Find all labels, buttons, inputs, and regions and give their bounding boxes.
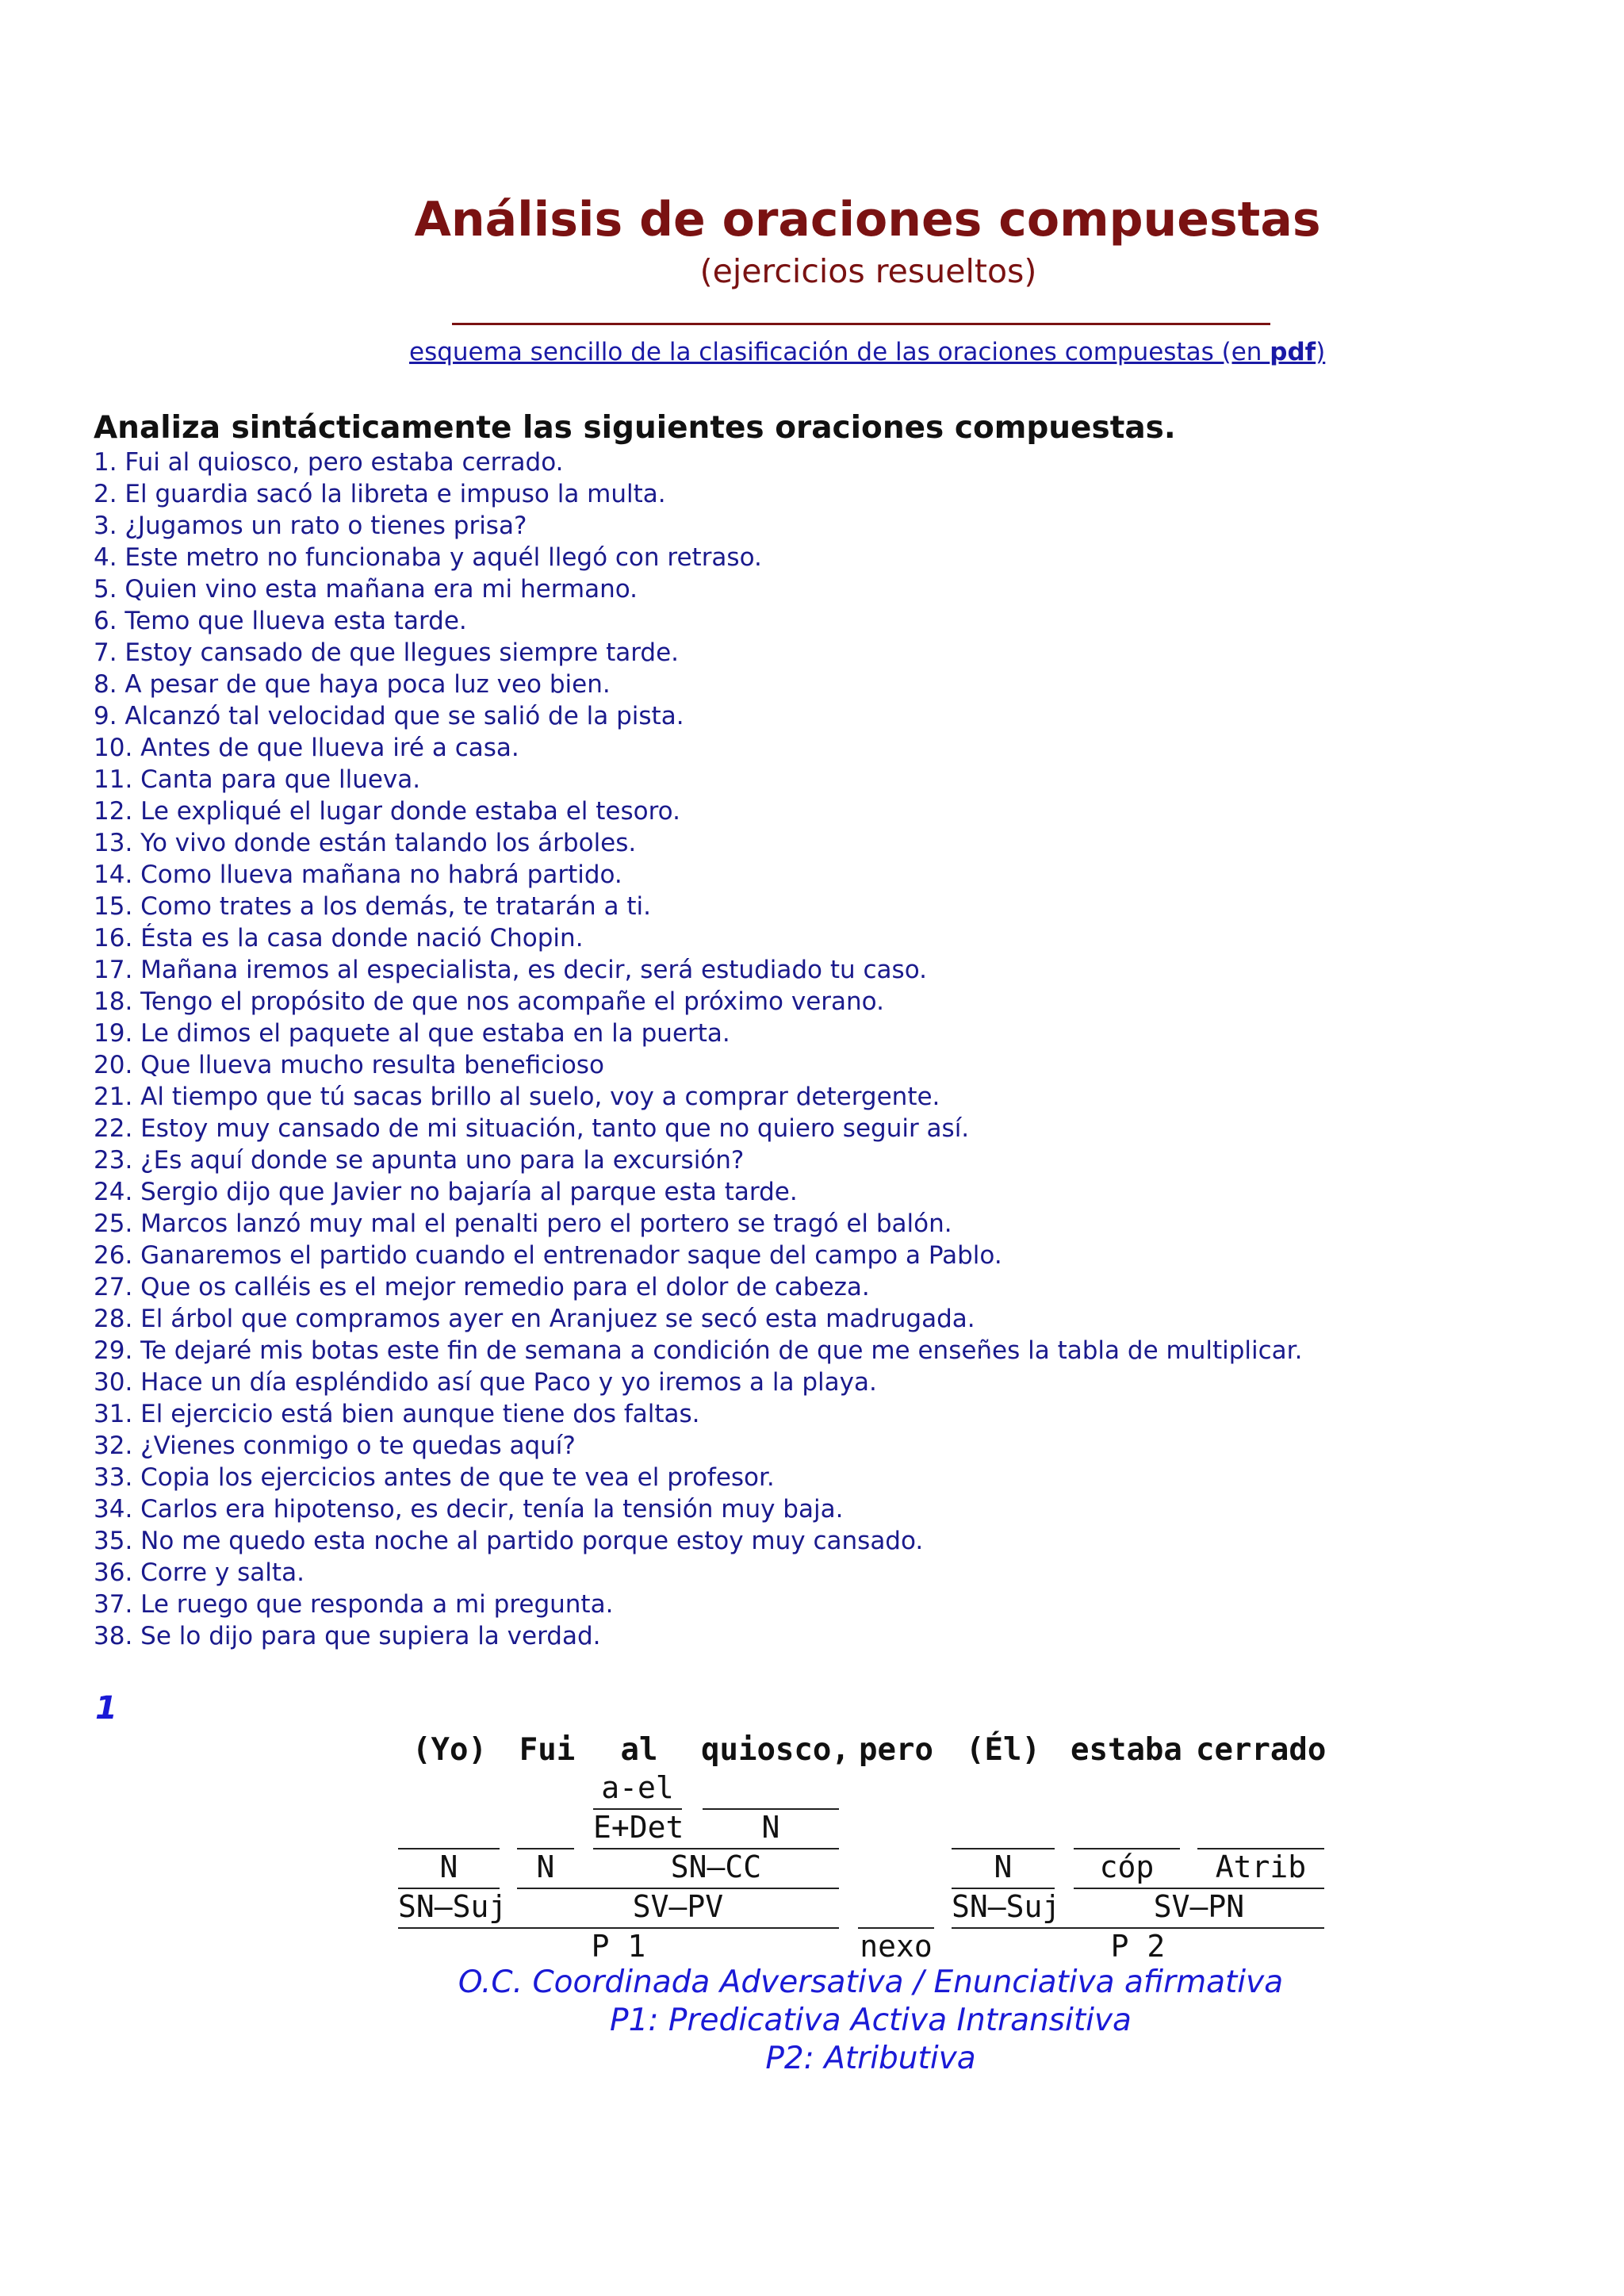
sentence-item: 30. Hace un día espléndido así que Paco y yo iremos a la playa. (94, 1368, 877, 1397)
word-estaba: estaba (1071, 1732, 1182, 1768)
quiosco-underline (703, 1808, 839, 1810)
line-n-yo (398, 1848, 500, 1849)
sentence-item: 31. El ejercicio está bien aunque tiene dos faltas. (94, 1400, 700, 1428)
line-nexo (858, 1927, 934, 1929)
line-n-el (952, 1848, 1055, 1849)
label-atrib: Atrib (1215, 1849, 1307, 1884)
word-yo: (Yo) (412, 1732, 487, 1768)
classification-line: O.C. Coordinada Adversativa / Enunciativa afirmativa (458, 1964, 1284, 2000)
label-p2: P 2 (1110, 1929, 1166, 1964)
sentence-item: 13. Yo vivo donde están talando los árboles. (94, 829, 637, 857)
sentence-item: 3. ¿Jugamos un rato o tienes prisa? (94, 512, 527, 540)
title-divider (452, 323, 1270, 325)
sentence-item: 32. ¿Vienes conmigo o te quedas aquí? (94, 1432, 576, 1460)
link-close: ) (1316, 338, 1326, 366)
sentence-item: 15. Como trates a los demás, te tratarán a ti. (94, 892, 651, 921)
label-sv-pv: SV–PV (632, 1889, 724, 1924)
word-al: al (620, 1732, 658, 1768)
label-n-el: N (994, 1849, 1013, 1884)
sentence-item: 23. ¿Es aquí donde se apunta uno para la excursión? (94, 1146, 745, 1175)
sentence-item: 26. Ganaremos el partido cuando el entrenador saque del campo a Pablo. (94, 1241, 1002, 1270)
sentence-item: 33. Copia los ejercicios antes de que te vea el profesor. (94, 1463, 775, 1492)
sentence-item: 25. Marcos lanzó muy mal el penalti pero el portero se tragó el balón. (94, 1209, 952, 1238)
sentence-item: 18. Tengo el propósito de que nos acompañe el próximo verano. (94, 987, 884, 1016)
sentence-item: 2. El guardia sacó la libreta e impuso la multa. (94, 480, 666, 508)
sentence-item: 35. No me quedo esta noche al partido porque estoy muy cansado. (94, 1527, 924, 1555)
word-fui: Fui (519, 1732, 576, 1768)
sentence-item: 17. Mañana iremos al especialista, es decir, será estudiado tu caso. (94, 956, 927, 984)
contraction-underline (593, 1808, 682, 1810)
sentence-item: 11. Canta para que llueva. (94, 765, 421, 794)
sentence-item: 22. Estoy muy cansado de mi situación, tanto que no quiero seguir así. (94, 1114, 970, 1143)
sentence-item: 5. Quien vino esta mañana era mi hermano. (94, 575, 638, 604)
classification-line: P2: Atributiva (765, 2041, 976, 2076)
sentence-item: 10. Antes de que llueva iré a casa. (94, 734, 519, 762)
pdf-link-label: pdf (1270, 338, 1316, 366)
exercise-instruction: Analiza sintácticamente las siguientes oraciones compuestas. (94, 410, 1176, 446)
line-sncc (593, 1848, 839, 1849)
line-snsuj-2 (952, 1888, 1055, 1889)
link-text: esquema sencillo de la clasificación de las oraciones compuestas (en (409, 338, 1270, 366)
label-n-yo: N (439, 1849, 458, 1884)
sentence-item: 24. Sergio dijo que Javier no bajaría al parque esta tarde. (94, 1178, 798, 1206)
line-atrib (1197, 1848, 1324, 1849)
sentence-list (94, 447, 1302, 1652)
line-snsuj-1 (398, 1888, 500, 1889)
sentence-item: 16. Ésta es la casa donde nació Chopin. (94, 924, 584, 953)
sentence-item: 7. Estoy cansado de que llegues siempre tarde. (94, 638, 680, 667)
det-label: E+Det (593, 1810, 684, 1845)
classification-line: P1: Predicativa Activa Intransitiva (610, 2003, 1132, 2038)
page-subtitle: (ejercicios resueltos) (699, 252, 1037, 290)
sentence-item: 20. Que llueva mucho resulta beneficioso (94, 1051, 604, 1079)
contraction-label: a-el (601, 1770, 674, 1805)
label-sn-suj-1: SN–Suj (398, 1889, 508, 1924)
word-cerrado: cerrado (1196, 1732, 1327, 1768)
line-p2 (952, 1927, 1324, 1929)
sentence-item: 38. Se lo dijo para que supiera la verdad. (94, 1622, 601, 1650)
sentence-item: 4. Este metro no funcionaba y aquél llegó con retraso. (94, 543, 762, 572)
solution-number: 1 (95, 1690, 117, 1727)
label-nexo: nexo (860, 1929, 933, 1964)
line-cop (1074, 1848, 1180, 1849)
sentence-item: 21. Al tiempo que tú sacas brillo al suelo, voy a comprar detergente. (94, 1083, 940, 1111)
label-cop: cóp (1099, 1849, 1155, 1884)
sentence-item: 9. Alcanzó tal velocidad que se salió de la pista. (94, 702, 684, 730)
classification-scheme-link[interactable] (409, 335, 1325, 370)
line-p1 (398, 1927, 839, 1929)
sentence-item: 12. Le expliqué el lugar donde estaba el tesoro. (94, 797, 680, 826)
label-sn-suj-2: SN–Suj (952, 1889, 1061, 1924)
sentence-item: 36. Corre y salta. (94, 1558, 304, 1587)
page-title: Análisis de oraciones compuestas (414, 192, 1321, 247)
sentence-item: 34. Carlos era hipotenso, es decir, tenía la tensión muy baja. (94, 1495, 844, 1524)
line-svpv (517, 1888, 839, 1889)
label-sn-cc: SN–CC (670, 1849, 762, 1884)
word-quiosco: quiosco, (701, 1732, 850, 1768)
sentence-item: 37. Le ruego que responda a mi pregunta. (94, 1590, 614, 1619)
sentence-item: 28. El árbol que compramos ayer en Aranjuez se secó esta madrugada. (94, 1305, 975, 1333)
sentence-item: 1. Fui al quiosco, pero estaba cerrado. (94, 448, 564, 477)
label-n-fui: N (536, 1849, 555, 1884)
word-el: (Él) (966, 1732, 1040, 1768)
sentence-item: 8. A pesar de que haya poca luz veo bien. (94, 670, 611, 699)
line-svpn (1074, 1888, 1324, 1889)
word-pero: pero (859, 1732, 933, 1768)
sentence-item: 27. Que os calléis es el mejor remedio para el dolor de cabeza. (94, 1273, 870, 1301)
line-n-fui (517, 1848, 574, 1849)
noun-label: N (761, 1810, 780, 1845)
label-sv-pn: SV–PN (1153, 1889, 1245, 1924)
sentence-item: 14. Como llueva mañana no habrá partido. (94, 861, 622, 889)
sentence-item: 19. Le dimos el paquete al que estaba en la puerta. (94, 1019, 730, 1048)
sentence-item: 6. Temo que llueva esta tarde. (94, 607, 467, 635)
sentence-item: 29. Te dejaré mis botas este fin de semana a condición de que me enseñes la tabla de multiplicar. (94, 1336, 1303, 1365)
label-p1: P 1 (591, 1929, 646, 1964)
